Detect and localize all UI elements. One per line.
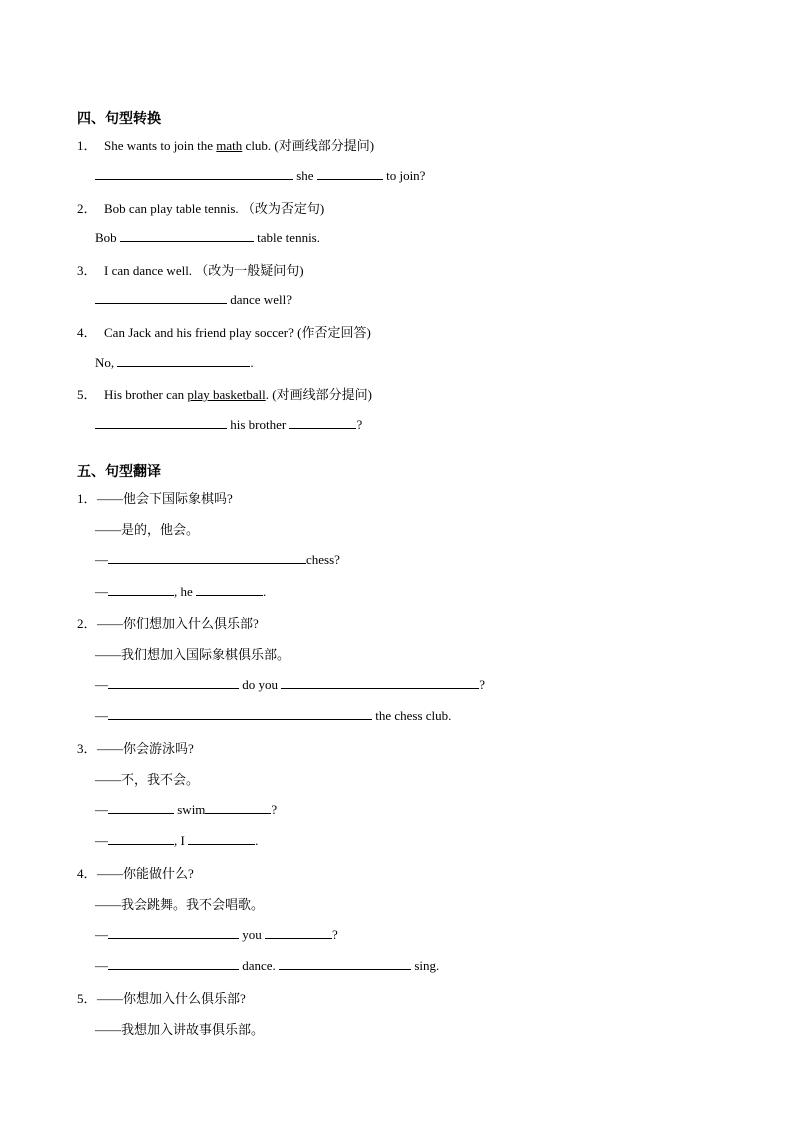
answer-blank[interactable] xyxy=(205,801,271,814)
answer-blank[interactable] xyxy=(108,957,239,970)
answer-blank[interactable] xyxy=(95,291,227,304)
answer-blank[interactable] xyxy=(188,832,255,845)
answer-en-5-1b: — , he . xyxy=(95,584,267,599)
answer-zh-5-3: ——不，我不会。 xyxy=(95,772,200,787)
answer-blank[interactable] xyxy=(108,583,174,596)
answer-line-4-3: dance well? xyxy=(95,291,292,308)
answer-en-5-3a: — swim ? xyxy=(95,802,278,817)
answer-blank[interactable] xyxy=(95,167,293,180)
answer-en-5-2a: — do you ? xyxy=(95,677,486,692)
answer-blank[interactable] xyxy=(265,926,332,939)
answer-blank[interactable] xyxy=(108,707,372,720)
answer-en-5-2b: — the chess club. xyxy=(95,708,452,723)
answer-blank[interactable] xyxy=(289,416,356,429)
question-4-5: 5． His brother can play basketball. (对画线部分提问) xyxy=(77,387,372,402)
question-4-1: 1． She wants to join the math club. (对画线部分提问) xyxy=(77,135,374,154)
answer-blank[interactable] xyxy=(120,229,254,242)
answer-line-4-2: Bob table tennis. xyxy=(95,230,320,245)
section-title-4: 四、句型转换 xyxy=(77,111,161,127)
question-4-2: 2． Bob can play table tennis. （改为否定句) xyxy=(77,201,325,216)
answer-blank[interactable] xyxy=(279,957,411,970)
question-4-4: 4． Can Jack and his friend play soccer? (作否定回答) xyxy=(77,325,371,340)
answer-en-5-1a: — chess? xyxy=(95,552,340,567)
answer-blank[interactable] xyxy=(95,416,227,429)
question-5-5: 5．——你想加入什么俱乐部? xyxy=(77,991,246,1006)
answer-blank[interactable] xyxy=(108,926,239,939)
question-number: 1． xyxy=(77,138,97,153)
answer-blank[interactable] xyxy=(196,583,263,596)
answer-blank[interactable] xyxy=(108,551,306,564)
answer-blank[interactable] xyxy=(117,354,250,367)
answer-blank[interactable] xyxy=(281,676,479,689)
answer-line-4-1: she to join? xyxy=(95,167,425,184)
answer-zh-5-5: ——我想加入讲故事俱乐部。 xyxy=(95,1022,265,1037)
answer-line-4-4: No, . xyxy=(95,355,254,370)
answer-zh-5-1: ——是的，他会。 xyxy=(95,522,200,537)
answer-en-5-3b: — , I . xyxy=(95,833,259,848)
question-5-2: 2．——你们想加入什么俱乐部? xyxy=(77,616,259,631)
answer-en-5-4b: — dance. sing. xyxy=(95,958,440,973)
underlined-text: play basketball xyxy=(187,387,266,402)
answer-zh-5-4: ——我会跳舞。我不会唱歌。 xyxy=(95,897,265,912)
section-title-5: 五、句型翻译 xyxy=(77,464,161,480)
answer-blank[interactable] xyxy=(108,801,174,814)
answer-zh-5-2: ——我们想加入国际象棋俱乐部。 xyxy=(95,647,291,662)
question-5-1: 1．——他会下国际象棋吗? xyxy=(77,491,233,506)
question-5-3: 3．——你会游泳吗? xyxy=(77,741,194,756)
answer-line-4-5: his brother ? xyxy=(95,416,362,433)
answer-blank[interactable] xyxy=(108,832,174,845)
question-4-3: 3． I can dance well. （改为一般疑问句) xyxy=(77,263,304,278)
answer-en-5-4a: — you ? xyxy=(95,927,338,942)
underlined-text: math xyxy=(216,138,243,153)
question-5-4: 4．——你能做什么? xyxy=(77,866,194,881)
answer-blank[interactable] xyxy=(317,167,383,180)
answer-blank[interactable] xyxy=(108,676,239,689)
